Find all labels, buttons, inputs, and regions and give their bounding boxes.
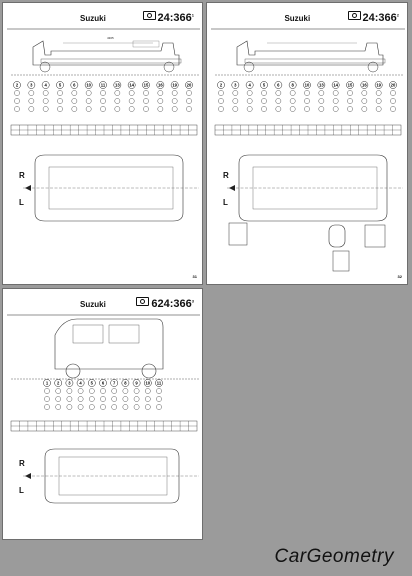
side-left-label: L <box>19 198 24 207</box>
marker-symbol <box>276 98 281 103</box>
marker-symbol <box>143 106 148 111</box>
callout-number: 20 <box>186 82 192 88</box>
callout-number: 9 <box>135 380 138 386</box>
callout-number: 15 <box>347 82 353 88</box>
marker-symbol <box>261 90 266 95</box>
callout-number: 7 <box>113 380 116 386</box>
marker-symbol <box>290 98 295 103</box>
marker-symbol <box>89 396 94 401</box>
marker-symbol <box>333 106 338 111</box>
marker-symbol <box>43 98 48 103</box>
marker-symbol <box>56 404 61 409</box>
marker-symbol <box>143 98 148 103</box>
callout-number: 8 <box>291 82 294 88</box>
side-left-label: L <box>19 486 24 495</box>
marker-symbol <box>304 106 309 111</box>
marker-symbol <box>134 396 139 401</box>
marker-symbol <box>376 90 381 95</box>
brand-label: Suzuki <box>80 14 106 23</box>
underbody-diagram-2 <box>207 3 409 286</box>
marker-symbol <box>72 98 77 103</box>
marker-symbol <box>333 98 338 103</box>
marker-symbol <box>145 396 150 401</box>
marker-symbol <box>376 98 381 103</box>
marker-symbol <box>112 396 117 401</box>
marker-symbol <box>186 90 191 95</box>
callout-number: 20 <box>390 82 396 88</box>
callout-number: 14 <box>129 82 135 88</box>
marker-symbol <box>43 90 48 95</box>
marker-symbol <box>100 106 105 111</box>
callout-number: 5 <box>262 82 266 88</box>
callout-number: 2 <box>15 82 19 88</box>
marker-symbol <box>86 106 91 111</box>
side-right-label: R <box>19 171 25 180</box>
marker-symbol <box>129 90 134 95</box>
marker-symbol <box>247 98 252 103</box>
marker-symbol <box>100 388 105 393</box>
marker-symbol <box>247 90 252 95</box>
marker-symbol <box>100 90 105 95</box>
marker-symbol <box>134 388 139 393</box>
marker-symbol <box>86 98 91 103</box>
callout-number: 3 <box>30 82 33 88</box>
marker-symbol <box>78 396 83 401</box>
marker-symbol <box>156 396 161 401</box>
marker-symbol <box>44 396 49 401</box>
page-number: 32 <box>397 274 402 279</box>
callout-number: 4 <box>79 380 82 386</box>
callout-number: 4 <box>248 82 251 88</box>
marker-symbol <box>276 90 281 95</box>
marker-symbol <box>233 90 238 95</box>
callout-number: 10 <box>304 82 310 88</box>
marker-symbol <box>158 98 163 103</box>
callout-number: 19 <box>376 82 382 88</box>
marker-symbol <box>304 90 309 95</box>
marker-symbol <box>78 388 83 393</box>
callout-number: 16 <box>157 82 163 88</box>
marker-symbol <box>319 98 324 103</box>
callout-number: 6 <box>101 380 105 386</box>
marker-symbol <box>186 106 191 111</box>
diagram-code: $624:366^3$ <box>136 297 194 310</box>
svg-text:4305: 4305 <box>107 36 114 40</box>
callout-number: 3 <box>234 82 237 88</box>
marker-symbol <box>376 106 381 111</box>
marker-symbol <box>347 106 352 111</box>
marker-symbol <box>115 98 120 103</box>
marker-symbol <box>304 98 309 103</box>
diagram-sheet-3 <box>2 288 203 540</box>
callout-number: 5 <box>58 82 62 88</box>
marker-symbol <box>290 106 295 111</box>
marker-symbol <box>112 404 117 409</box>
marker-symbol <box>390 98 395 103</box>
marker-symbol <box>89 388 94 393</box>
diagram-code: $24:366^2$ <box>348 11 400 24</box>
marker-symbol <box>72 90 77 95</box>
marker-symbol <box>67 388 72 393</box>
callout-number: 3 <box>68 380 71 386</box>
callout-number: 11 <box>100 82 106 88</box>
diagram-sheet-2 <box>206 2 408 285</box>
marker-symbol <box>129 106 134 111</box>
callout-number: 10 <box>86 82 92 88</box>
marker-symbol <box>156 404 161 409</box>
marker-symbol <box>390 106 395 111</box>
side-left-label: L <box>223 198 228 207</box>
marker-symbol <box>44 388 49 393</box>
marker-symbol <box>89 404 94 409</box>
marker-symbol <box>362 98 367 103</box>
marker-symbol <box>233 106 238 111</box>
marker-symbol <box>186 98 191 103</box>
marker-symbol <box>123 388 128 393</box>
callout-number: 1 <box>45 380 49 386</box>
callout-number: 5 <box>90 380 93 386</box>
marker-symbol <box>67 404 72 409</box>
marker-symbol <box>57 90 62 95</box>
callout-number: 4 <box>44 82 47 88</box>
van-diagram <box>3 289 204 541</box>
marker-symbol <box>29 98 34 103</box>
marker-symbol <box>72 106 77 111</box>
marker-symbol <box>218 90 223 95</box>
marker-symbol <box>290 90 295 95</box>
marker-symbol <box>14 98 19 103</box>
marker-symbol <box>158 106 163 111</box>
marker-symbol <box>233 98 238 103</box>
callout-number: 16 <box>361 82 367 88</box>
marker-symbol <box>112 388 117 393</box>
page-number: 31 <box>192 274 197 279</box>
marker-symbol <box>129 98 134 103</box>
marker-symbol <box>100 396 105 401</box>
marker-symbol <box>156 388 161 393</box>
marker-symbol <box>158 90 163 95</box>
marker-symbol <box>390 90 395 95</box>
marker-symbol <box>115 106 120 111</box>
marker-symbol <box>123 404 128 409</box>
callout-number: 13 <box>114 82 120 88</box>
marker-symbol <box>115 90 120 95</box>
marker-symbol <box>43 106 48 111</box>
side-right-label: R <box>19 459 25 468</box>
marker-symbol <box>172 90 177 95</box>
marker-symbol <box>56 388 61 393</box>
callout-number: 10 <box>145 380 151 386</box>
marker-symbol <box>319 90 324 95</box>
marker-symbol <box>14 106 19 111</box>
marker-symbol <box>362 90 367 95</box>
marker-symbol <box>347 98 352 103</box>
marker-symbol <box>86 90 91 95</box>
marker-symbol <box>100 404 105 409</box>
marker-symbol <box>218 106 223 111</box>
marker-symbol <box>145 388 150 393</box>
callout-number: 8 <box>124 380 127 386</box>
marker-symbol <box>143 90 148 95</box>
underbody-diagram-1 <box>3 3 204 286</box>
marker-symbol <box>134 404 139 409</box>
marker-symbol <box>56 396 61 401</box>
diagram-sheet-1 <box>2 2 203 285</box>
marker-symbol <box>57 98 62 103</box>
marker-symbol <box>276 106 281 111</box>
diagram-code: $24:366^1$ <box>143 11 195 24</box>
marker-symbol <box>29 90 34 95</box>
marker-symbol <box>29 106 34 111</box>
marker-symbol <box>261 106 266 111</box>
marker-symbol <box>145 404 150 409</box>
brand-label: Suzuki <box>284 14 311 23</box>
callout-number: 2 <box>57 380 60 386</box>
marker-symbol <box>172 106 177 111</box>
marker-symbol <box>172 98 177 103</box>
callout-number: 14 <box>333 82 339 88</box>
marker-symbol <box>78 404 83 409</box>
callout-number: 15 <box>143 82 149 88</box>
marker-symbol <box>362 106 367 111</box>
callout-number: 2 <box>219 82 223 88</box>
marker-symbol <box>319 106 324 111</box>
marker-symbol <box>14 90 19 95</box>
marker-symbol <box>57 106 62 111</box>
marker-symbol <box>247 106 252 111</box>
marker-symbol <box>333 90 338 95</box>
callout-number: 13 <box>318 82 324 88</box>
marker-symbol <box>218 98 223 103</box>
cargeometry-logo: CarGeometry <box>274 546 394 567</box>
side-right-label: R <box>223 171 229 180</box>
callout-number: 6 <box>277 82 280 88</box>
marker-symbol <box>123 396 128 401</box>
brand-label: Suzuki <box>80 300 106 309</box>
callout-number: 11 <box>156 380 162 386</box>
marker-symbol <box>67 396 72 401</box>
marker-symbol <box>44 404 49 409</box>
marker-symbol <box>100 98 105 103</box>
marker-symbol <box>347 90 352 95</box>
callout-number: 19 <box>172 82 178 88</box>
callout-number: 6 <box>73 82 76 88</box>
marker-symbol <box>261 98 266 103</box>
